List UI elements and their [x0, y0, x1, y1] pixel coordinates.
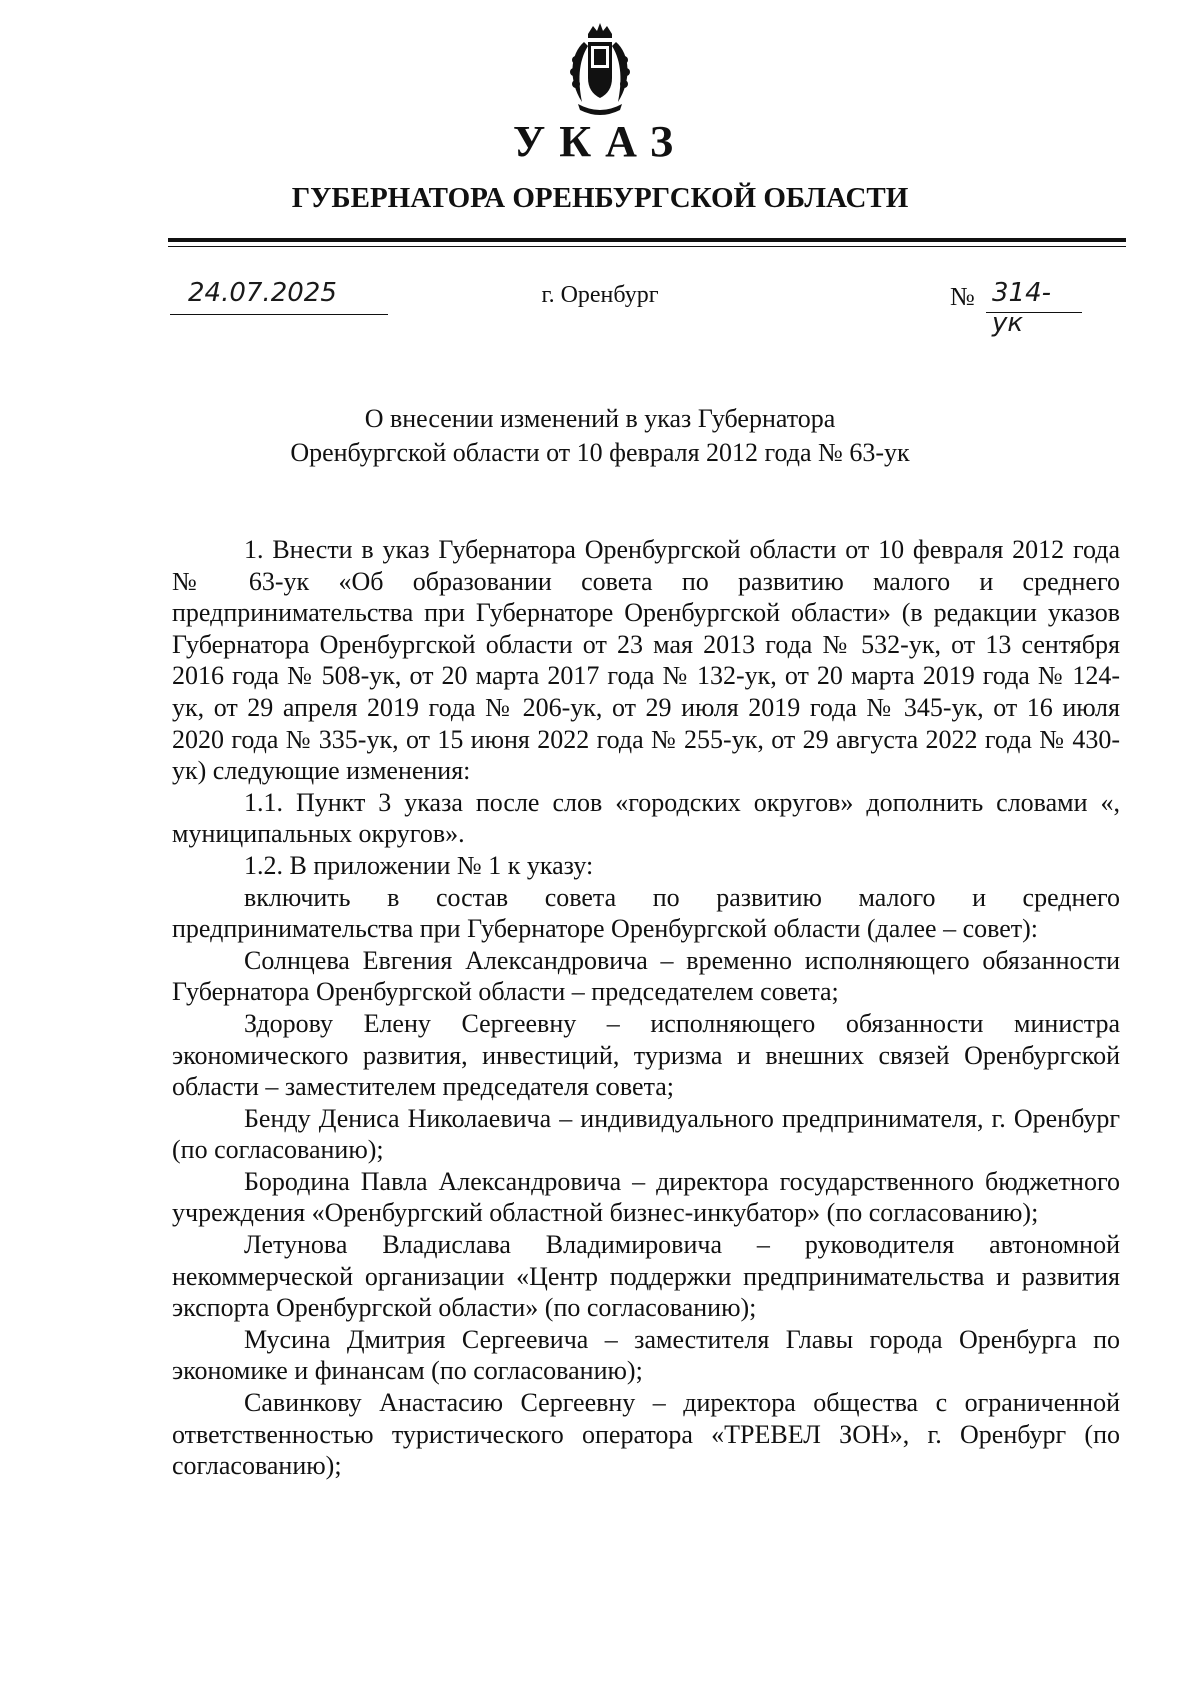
- decree-subject: [0, 402, 1200, 470]
- header-divider-thick: [168, 238, 1126, 242]
- member-zdorova: Здорову Елену Сергеевну – исполняющего обязанности министра экономического развития, инвестиций, туризма и внешних связей Оренбургской области – заместителем председателя совета;: [172, 1008, 1120, 1102]
- member-borodin: Бородина Павла Александровича – директора государственного бюджетного учреждения «Оренбургский областной бизнес-инкубатор» (по согласованию);: [172, 1166, 1120, 1228]
- city-label: г. Оренбург: [541, 282, 659, 308]
- issuer-title: ГУБЕРНАТОРА ОРЕНБУРГСКОЙ ОБЛАСТИ: [291, 182, 909, 214]
- number-label: №: [950, 282, 975, 311]
- paragraph-1-1: 1.1. Пункт 3 указа после слов «городских округов» дополнить словами «, муниципальных округов».: [172, 787, 1120, 849]
- number-underline: [986, 278, 1082, 338]
- subject-line-2: Оренбургской области от 10 февраля 2012 года № 63-ук: [290, 438, 910, 467]
- paragraph-1: 1. Внести в указ Губернатора Оренбургской области от 10 февраля 2012 года № 63-ук «Об образовании совета по развитию малого и среднего предпринимательства при Губернаторе Оренбургской области» (в редакции указов Губернатора Оренбургской области от 23 мая 2013 года № 532-ук, от 13 сентября 2016 года № 508-ук, от 20 марта 2017 года № 132-ук, от 20 марта 2019 года № 124-ук, от 29 апреля 2019 года № 206-ук, от 29 июля 2019 года № 345-ук, от 16 июля 2020 года № 335-ук, от 15 июня 2022 года № 255-ук, от 29 августа 2022 года № 430-ук) следующие изменения:: [172, 535, 1120, 786]
- paragraph-1-2: 1.2. В приложении № 1 к указу:: [244, 850, 594, 880]
- paragraph-include: включить в состав совета по развитию малого и среднего предпринимательства при Губернаторе Оренбургской области (далее – совет):: [172, 882, 1120, 944]
- decree-body: [172, 534, 1120, 1482]
- member-solntsev: Солнцева Евгения Александровича – временно исполняющего обязанности Губернатора Оренбургской области – председателем совета;: [172, 945, 1120, 1007]
- member-savinkova: Савинкову Анастасию Сергеевну – директора общества с ограниченной ответственностью туристического оператора «ТРЕВЕЛ ЗОН», г. Оренбург (по согласованию);: [172, 1388, 1120, 1481]
- date-value: 24.07.2025: [188, 278, 337, 308]
- subject-line-1: О внесении изменений в указ Губернатора: [364, 404, 836, 433]
- coat-of-arms-icon: [560, 20, 640, 120]
- number-value: 314-ук: [992, 278, 1052, 338]
- number-field: [950, 278, 1110, 338]
- member-benda: Бенду Дениса Николаевича – индивидуального предпринимателя, г. Оренбург (по согласованию);: [172, 1103, 1120, 1165]
- member-musin: Мусина Дмитрия Сергеевича – заместителя Главы города Оренбурга по экономике и финансам (по согласованию);: [172, 1324, 1120, 1386]
- document-title: УКАЗ: [512, 117, 688, 166]
- header-divider-thin: [168, 246, 1126, 247]
- member-letunov: Летунова Владислава Владимировича – руководителя автономной некоммерческой организации «Центр поддержки предпринимательства и развития экспорта Оренбургской области» (по согласованию);: [172, 1230, 1120, 1323]
